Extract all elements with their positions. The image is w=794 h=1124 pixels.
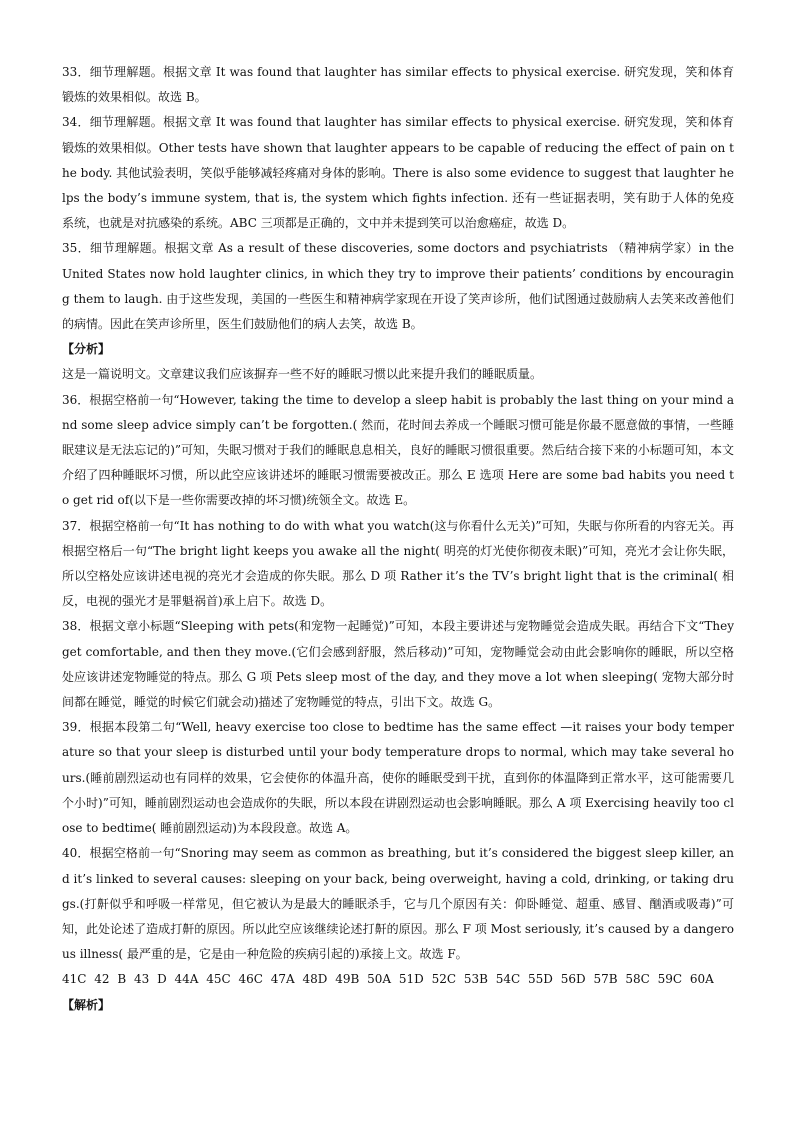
explanation-q39: 39．根据本段第二句“Well, heavy exercise too close to bedtime has the same effect —it raises your body temperature so that your sleep is disturbed until your body temperature drops to normal, which may take several hours.(睡前剧烈运动也有同样的效果，它会使你的体温升高，使你的睡眠受到干扰，直到你的体温降到正常水平，这可能需要几个小时)”可知，睡前剧烈运动也会造成你的失眠，所以本段在讲剧烈运动也会影响睡眠。那么 A 项 Exercising heavily too close to bedtime( 睡前剧烈运动)为本段段意。故选 A。 xyxy=(62,720,734,836)
explanation-q38: 38．根据文章小标题“Sleeping with pets(和宠物一起睡觉)”可知，本段主要讲述与宠物睡觉会造成失眠。再结合下文“They get comfortable, and then they move.(它们会感到舒服，然后移动)”可知，宠物睡觉会动由此会影响你的睡眠，所以空格处应该讲述宠物睡觉的特点。那么 G 项 Pets sleep most of the day, and they move a lot when sleeping( 宠物大部分时间都在睡觉，睡觉的时候它们就会动)描述了宠物睡觉的特点，引出下文。故选 G。 xyxy=(62,619,734,710)
answer-key-line: 41C 42 B 43 D 44A 45C 46C 47A 48D 49B 50A 51D 52C 53B 54C 55D 56D 57B 58C 59C 60A xyxy=(62,972,714,987)
document-page xyxy=(62,60,734,1018)
explanation-heading: 【解析】 xyxy=(62,997,111,1012)
explanation-q35: 35．细节理解题。根据文章 As a result of these discoveries, some doctors and psychiatrists （精神病学家）in the United States now hold laughter clinics, in which they try to improve their patients’ conditions by encouraging them to laugh. 由于这些发现，美国的一些医生和精神病学家现在开设了笑声诊所，他们试图通过鼓励病人去笑来改善他们的病情。因此在笑声诊所里，医生们鼓励他们的病人去笑，故选 B。 xyxy=(62,241,734,332)
explanation-q37: 37．根据空格前一句“It has nothing to do with what you watch(这与你看什么无关)”可知，失眠与你所看的内容无关。再根据空格后一句“The bright light keeps you awake all the night( 明亮的灯光使你彻夜未眠)”可知，亮光才会让你失眠，所以空格处应该讲述电视的亮光才会造成的你失眠。那么 D 项 Rather it’s the TV’s bright light that is the criminal( 相反，电视的强光才是罪魁祸首)承上启下。故选 D。 xyxy=(62,518,734,609)
explanation-q36: 36．根据空格前一句“However, taking the time to develop a sleep habit is probably the last thing on your mind and some sleep advice simply can’t be forgotten.( 然而，花时间去养成一个睡眠习惯可能是你最不愿意做的事情，一些睡眠建议是无法忘记的)”可知，失眠习惯对于我们的睡眠息息相关，良好的睡眠习惯很重要。然后结合接下来的小标题可知，本文介绍了四种睡眠坏习惯，所以此空应该讲述坏的睡眠习惯需要被改正。那么 E 选项 Here are some bad habits you need to get rid of(以下是一些你需要改掉的坏习惯)统领全文。故选 E。 xyxy=(62,392,734,508)
explanation-q33: 33．细节理解题。根据文章 It was found that laughter has similar effects to physical exercise. 研究发现，笑和体育锻炼的效果相似。故选 B。 xyxy=(62,65,734,105)
analysis-text: 这是一篇说明文。文章建议我们应该摒弃一些不好的睡眠习惯以此来提升我们的睡眠质量。 xyxy=(62,367,543,382)
explanation-q40: 40．根据空格前一句“Snoring may seem as common as breathing, but it’s considered the biggest sleep killer, and it’s linked to several causes: sleeping on your back, being overweight, having a cold, drinking, or taking drugs.(打鼾似乎和呼吸一样常见，但它被认为是最大的睡眠杀手，它与几个原因有关：仰卧睡觉、超重、感冒、酗酒或吸毒)”可知，此处论述了造成打鼾的原因。所以此空应该继续论述打鼾的原因。那么 F 项 Most seriously, it’s caused by a dangerous illness( 最严重的是，它是由一种危险的疾病引起的)承接上文。故选 F。 xyxy=(62,846,734,962)
explanation-q34: 34．细节理解题。根据文章 It was found that laughter has similar effects to physical exercise. 研究发现，笑和体育锻炼的效果相似。Other tests have shown that laughter appears to be capable of reducing the effect of pain on the body. 其他试验表明，笑似乎能够减轻疼痛对身体的影响。There is also some evidence to suggest that laughter helps the body’s immune system, that is, the system which fights infection. 还有一些证据表明，笑有助于人体的免疫系统，也就是对抗感染的系统。ABC 三项都是正确的，文中并未提到笑可以治愈癌症，故选 D。 xyxy=(62,115,734,231)
analysis-heading: 【分析】 xyxy=(62,342,111,357)
